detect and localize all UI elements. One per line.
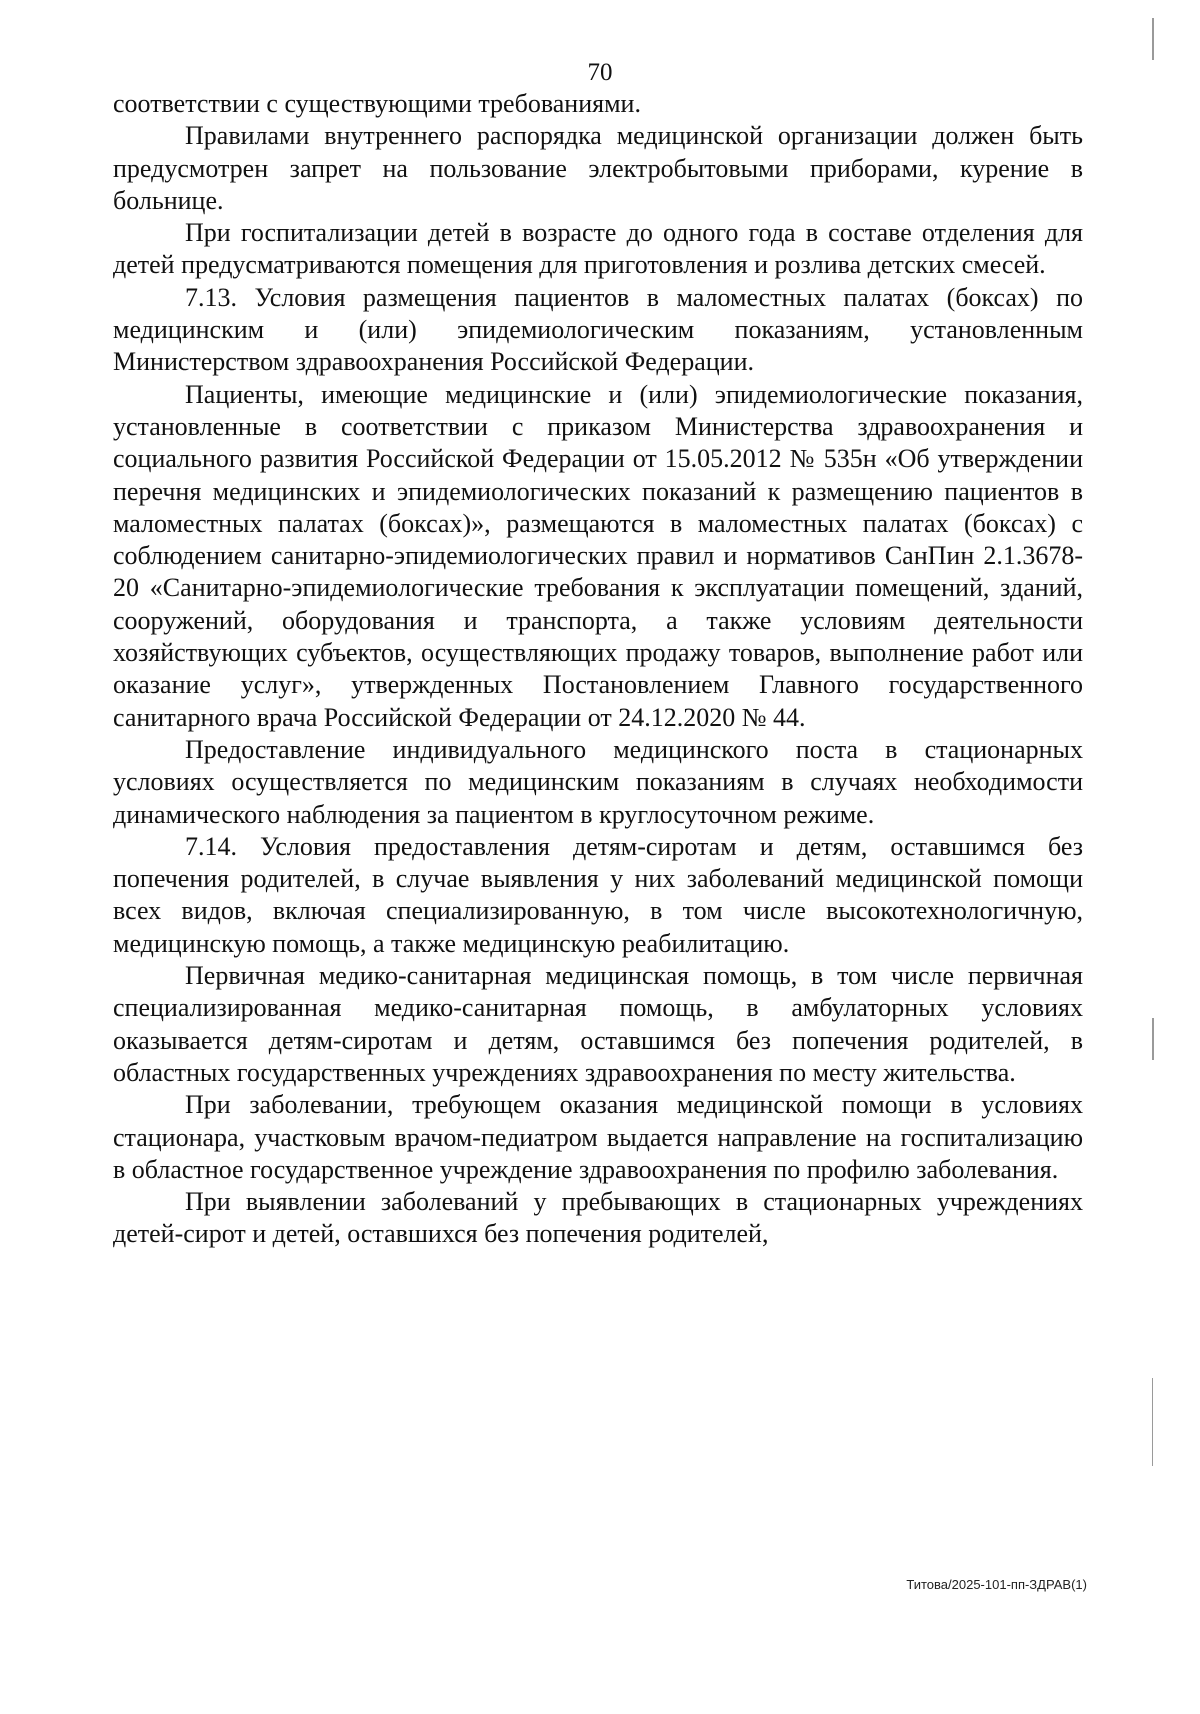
paragraph: Правилами внутреннего распорядка медицинской организации должен быть предусмотрен запрет на пользование электробытовыми приборами, курение в больнице. bbox=[113, 121, 1083, 215]
paragraph: При госпитализации детей в возрасте до одного года в составе отделения для детей предусматриваются помещения для приготовления и розлива детских смесей. bbox=[113, 218, 1083, 280]
paragraph-continuation: соответствии с существующими требованиями. bbox=[113, 89, 641, 118]
section-7-14-heading: 7.14. Условия предоставления детям-сиротам и детям, оставшимся без попечения родителей, в случае выявления у них заболеваний медицинской помощи всех видов, включая специализированную, в том числе высокотехнологичную, медицинскую помощь, а также медицинскую реабилитацию. bbox=[113, 831, 1083, 958]
scan-edge-mark bbox=[1152, 18, 1154, 60]
paragraph: При выявлении заболеваний у пребывающих в стационарных учреждениях детей-сирот и детей, оставшихся без попечения родителей, bbox=[113, 1187, 1083, 1249]
paragraph: Пациенты, имеющие медицинские и (или) эпидемиологические показания, установленные в соответствии с приказом Министерства здравоохранения и социального развития Российской Федерации от 15.05.2012 № 535н «Об утверждении перечня медицинских и эпидемиологических показаний к размещению пациентов в маломестных палатах (боксах)», размещаются в маломестных палатах (боксах) с соблюдением санитарно-эпидемиологических правил и нормативов СанПин 2.1.3678-20 «Санитарно-эпидемиологические требования к эксплуатации помещений, зданий, сооружений, оборудования и транспорта, а также условиям деятельности хозяйствующих субъектов, осуществляющих продажу товаров, выполнение работ или оказание услуг», утвержденных Постановлением Главного государственного санитарного врача Российской Федерации от 24.12.2020 № 44. bbox=[113, 379, 1083, 732]
page-number: 70 bbox=[587, 59, 613, 86]
paragraph: Предоставление индивидуального медицинского поста в стационарных условиях осуществляется по медицинским показаниям в случаях необходимости динамического наблюдения за пациентом в круглосуточном режиме. bbox=[113, 734, 1083, 829]
scan-edge-mark bbox=[1152, 1378, 1153, 1466]
document-footer-code: Титова/2025-101-пп-ЗДРАВ(1) bbox=[906, 1577, 1087, 1592]
paragraph: Первичная медико-санитарная медицинская помощь, в том числе первичная специализированная медико-санитарная помощь, в амбулаторных условиях оказывается детям-сиротам и детям, оставшимся без попечения родителей, в областных государственных учреждениях здравоохранения по месту жительства. bbox=[113, 961, 1083, 1087]
section-7-13-heading: 7.13. Условия размещения пациентов в маломестных палатах (боксах) по медицинским и (или) эпидемиологическим показаниям, установленным Министерством здравоохранения Российской Федерации. bbox=[113, 282, 1083, 377]
paragraph: При заболевании, требующем оказания медицинской помощи в условиях стационара, участковым врачом-педиатром выдается направление на госпитализацию в областное государственное учреждение здравоохранения по профилю заболевания. bbox=[113, 1090, 1083, 1184]
scan-edge-mark bbox=[1152, 1018, 1154, 1060]
document-body bbox=[113, 88, 1083, 1251]
